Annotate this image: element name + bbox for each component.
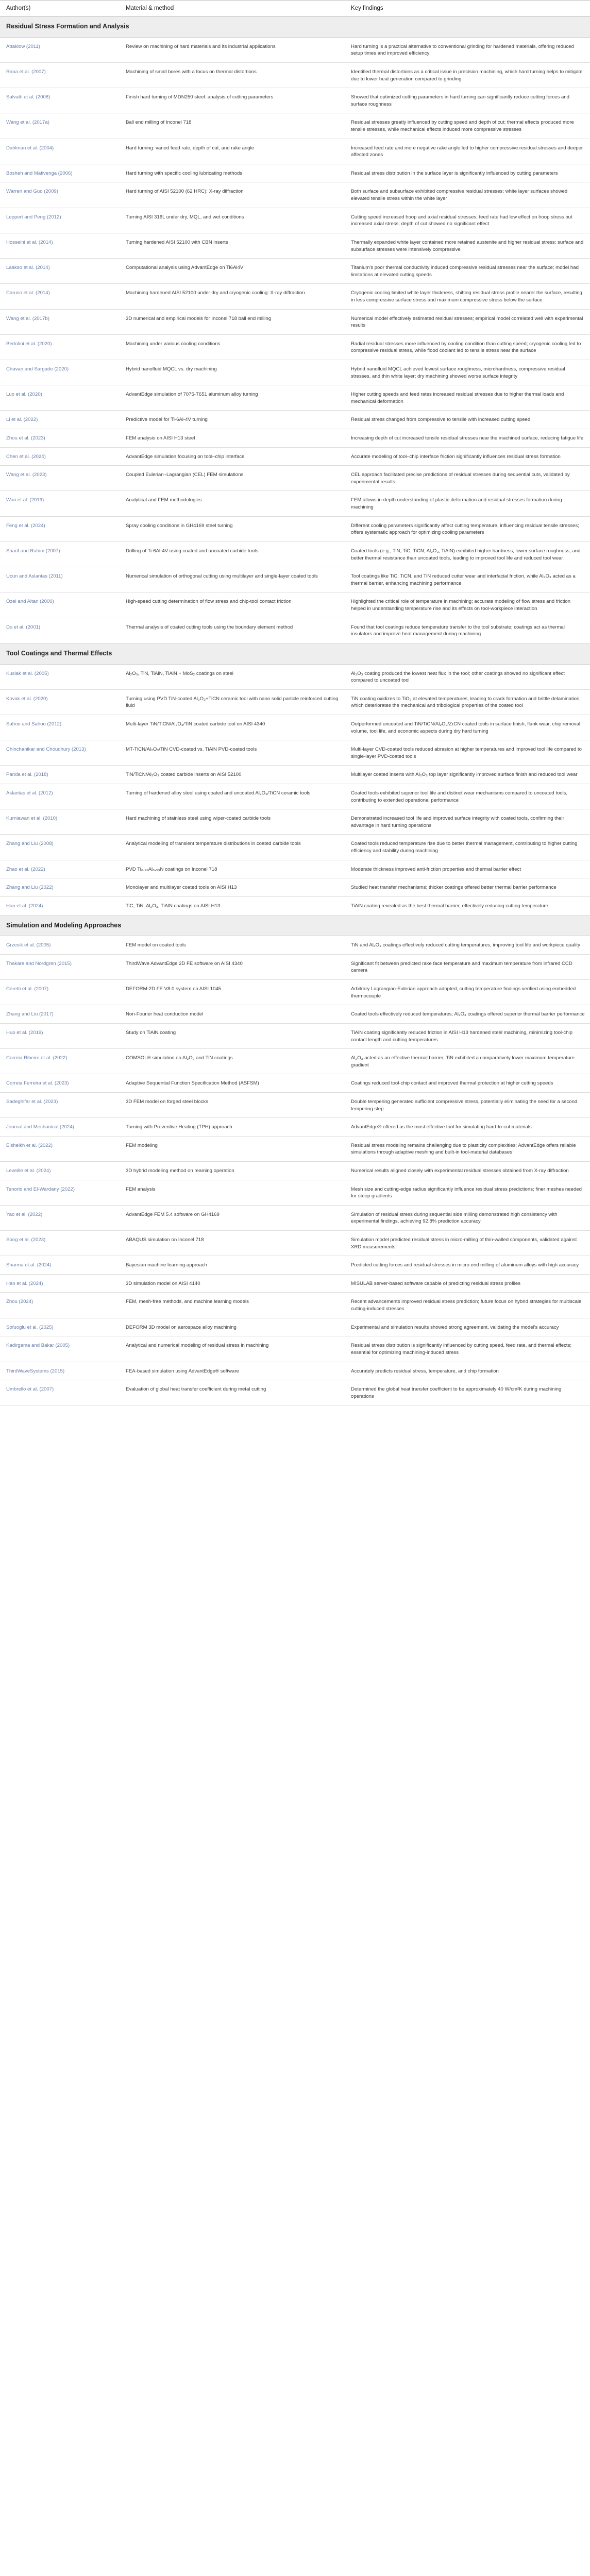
material-method-cell: Machining under various cooling conditions [120, 334, 345, 360]
table-row [0, 740, 590, 766]
key-findings-cell: AdvantEdge® offered as the most effective tool for simulating hard-to-cut materials [345, 1118, 590, 1137]
author-cell: Rana et al. (2007) [0, 62, 120, 88]
material-method-cell: Hard turning of AISI 52100 (62 HRC): X-ray diffraction [120, 182, 345, 208]
key-findings-cell: Multi-layer CVD-coated tools reduced abrasion at higher temperatures and improved tool life compared to single-layer PVD-coated tools [345, 740, 590, 766]
material-method-cell: Machining of small bores with a focus on thermal distortions [120, 62, 345, 88]
table-row [0, 411, 590, 429]
material-method-cell: Finish hard turning of MDN250 steel: analysis of cutting parameters [120, 88, 345, 113]
material-method-cell: Hard turning: varied feed rate, depth of cut, and rake angle [120, 139, 345, 164]
material-method-cell: Bayesian machine learning approach [120, 1256, 345, 1275]
key-findings-cell: Residual stress changed from compressive to tensile with increased cutting speed [345, 411, 590, 429]
author-cell: Wang et al. (2023) [0, 466, 120, 491]
table-row [0, 592, 590, 618]
author-cell: Warren and Guo (2009) [0, 182, 120, 208]
material-method-cell: Multi-layer TiN/TiCN/Al₂O₃/TiN coated carbide tool on AISI 4340 [120, 715, 345, 740]
author-cell: Salvatti et al. (2008) [0, 88, 120, 113]
key-findings-cell: Radial residual stresses more influenced by cooling condition than cutting speed; cryogenic cooling led to compressive residual stress, while flood coolant led to tensile stress near the surface [345, 334, 590, 360]
key-findings-cell: Studied heat transfer mechanisms; thicker coatings offered better thermal barrier performance [345, 878, 590, 897]
author-cell: Li et al. (2022) [0, 411, 120, 429]
table-row [0, 541, 590, 567]
material-method-cell: Turning of hardened alloy steel using coated and uncoated Al₂O₃/TiCN ceramic tools [120, 784, 345, 809]
table-row [0, 954, 590, 979]
key-findings-cell: Residual stresses greatly influenced by cutting speed and depth of cut; thermal effects produced more tensile stresses, while mechanical effects induced more compressive stresses [345, 113, 590, 139]
table-row [0, 182, 590, 208]
table-row [0, 1318, 590, 1336]
key-findings-cell: Showed that optimized cutting parameters in hard turning can significantly reduce cutting forces and surface roughness [345, 88, 590, 113]
table-row [0, 618, 590, 643]
key-findings-cell: Found that tool coatings reduce temperature transfer to the tool substrate; coatings act as thermal insulators and improve heat management during machining [345, 618, 590, 643]
section-title: Simulation and Modeling Approaches [0, 915, 590, 936]
table-row [0, 1180, 590, 1205]
table-row [0, 689, 590, 715]
key-findings-cell: Mesh size and cutting-edge radius significantly influence residual stress predictions; finer meshes needed for steep gradients [345, 1180, 590, 1205]
table-row [0, 309, 590, 334]
key-findings-cell: Outperformed uncoated and TiN/TiCN/Al₂O₃/ZrCN coated tools in surface finish, flank wear, chip removal volume, tool life, and economic aspects during dry hard turning [345, 715, 590, 740]
table-row [0, 784, 590, 809]
author-cell: Zhang and Liu (2008) [0, 835, 120, 860]
material-method-cell: Turning AISI 316L under dry, MQL, and wet conditions [120, 208, 345, 233]
material-method-cell: Monolayer and multilayer coated tools on AISI H13 [120, 878, 345, 897]
author-cell: Sofuoglu et al. (2025) [0, 1318, 120, 1336]
table-row [0, 429, 590, 448]
material-method-cell: FEM model on coated tools [120, 936, 345, 955]
section-header-row [0, 16, 590, 38]
material-method-cell: AdvantEdge simulation of 7075-T651 aluminum alloy turning [120, 385, 345, 411]
table-row [0, 835, 590, 860]
author-cell: Correia Ribeiro et al. (2022) [0, 1049, 120, 1074]
author-cell: Zhao et al. (2022) [0, 860, 120, 878]
key-findings-cell: Numerical model effectively estimated residual stresses; empirical model correlated well with experimental results [345, 309, 590, 334]
table-row [0, 1023, 590, 1048]
author-cell: Thakare and Nordgren (2015) [0, 954, 120, 979]
author-cell: Chen et al. (2024) [0, 447, 120, 466]
key-findings-cell: Double tempering generated sufficient compressive stress, potentially eliminating the need for a second tempering step [345, 1092, 590, 1117]
table-row [0, 139, 590, 164]
key-findings-cell: Simulation model predicted residual stress in micro-milling of thin-walled components, validated against XRD measurements [345, 1231, 590, 1256]
table-row [0, 664, 590, 689]
author-cell: Panda et al. (2018) [0, 766, 120, 784]
key-findings-cell: TiN and Al₂O₃ coatings effectively reduced cutting temperatures, improving tool life and workpiece quality [345, 936, 590, 955]
table-row [0, 1380, 590, 1405]
key-findings-cell: Titanium's poor thermal conductivity induced compressive residual stresses near the surface; model had limitations at elevated cutting speeds [345, 259, 590, 284]
material-method-cell: ABAQUS simulation on Inconel 718 [120, 1231, 345, 1256]
table-header [0, 1, 590, 16]
key-findings-cell: Residual stress distribution is significantly influenced by cutting speed, feed rate, and thermal effects; essential for optimizing machining-induced stress [345, 1336, 590, 1362]
table-row [0, 860, 590, 878]
table-row [0, 113, 590, 139]
key-findings-cell: Cutting speed increased hoop and axial residual stresses; feed rate had low effect on hoop stress but increased axial stress; depth of cut showed no significant effect [345, 208, 590, 233]
table-row [0, 164, 590, 182]
author-cell: Song et al. (2023) [0, 1231, 120, 1256]
material-method-cell: Drilling of Ti-6Al-4V using coated and uncoated carbide tools [120, 541, 345, 567]
section-header-row [0, 643, 590, 664]
material-method-cell: FEM analysis on AISI H13 steel [120, 429, 345, 448]
material-method-cell: TiC, TiN, Al₂O₃, TiAlN coatings on AISI H13 [120, 896, 345, 915]
key-findings-cell: Al₂O₃ acted as an effective thermal barrier; TiN exhibited a comparatively lower maximum temperature gradient [345, 1049, 590, 1074]
table-row [0, 1005, 590, 1024]
key-findings-cell: Experimental and simulation results showed strong agreement, validating the model's accuracy [345, 1318, 590, 1336]
key-findings-cell: Increasing depth of cut increased tensile residual stresses near the machined surface, reducing fatigue life [345, 429, 590, 448]
author-cell: Zhang and Liu (2022) [0, 878, 120, 897]
material-method-cell: Turning with Preventive Heating (TPH) approach [120, 1118, 345, 1137]
author-cell: Zhou (2024) [0, 1293, 120, 1318]
material-method-cell: AdvantEdge simulation focusing on tool–chip interface [120, 447, 345, 466]
author-cell: Leveille et al. (2024) [0, 1162, 120, 1180]
author-cell: Feng et al. (2024) [0, 516, 120, 541]
key-findings-cell: Coated tools reduced temperature rise due to better thermal management, contributing to higher cutting efficiency and stability during machining [345, 835, 590, 860]
key-findings-cell: TiN coating oxidizes to TiO₂ at elevated temperatures, leading to crack formation and brittle delamination, which deteriorates the mechanical and tribological properties of the coated tool [345, 689, 590, 715]
key-findings-cell: Coated tools (e.g., TiN, TiC, TiCN, Al₂O₃, TiAlN) exhibited higher hardness, lower surface roughness, and better thermal resistance than uncoated tools, leading to improved tool life and reduced tool wear [345, 541, 590, 567]
author-cell: Grzesik et al. (2005) [0, 936, 120, 955]
table-row [0, 1136, 590, 1161]
table-row [0, 1092, 590, 1117]
key-findings-cell: Arbitrary Lagrangian-Eulerian approach adopted, cutting temperature findings verified using embedded thermocouple [345, 980, 590, 1005]
author-cell: Wang et al. (2017b) [0, 309, 120, 334]
material-method-cell: Hard machining of stainless steel using wiper-coated carbide tools [120, 809, 345, 835]
section-title: Tool Coatings and Thermal Effects [0, 643, 590, 664]
table-row [0, 1074, 590, 1093]
key-findings-cell: Highlighted the critical role of temperature in machining; accurate modeling of flow stress and friction helped in understanding temperature rise and its effects on tool-workpiece interaction [345, 592, 590, 618]
material-method-cell: 3D FEM model on forged steel blocks [120, 1092, 345, 1117]
table-body [0, 16, 590, 1405]
key-findings-cell: Predicted cutting forces and residual stresses in micro end milling of aluminum alloys with high accuracy [345, 1256, 590, 1275]
author-cell: Elsheikh et al. (2022) [0, 1136, 120, 1161]
author-cell: Bosheh and Mativenga (2006) [0, 164, 120, 182]
key-findings-cell: CEL approach facilitated precise predictions of residual stresses during sequential cuts, validated by experimental results [345, 466, 590, 491]
material-method-cell: Numerical simulation of orthogonal cutting using multilayer and single-layer coated tools [120, 567, 345, 592]
material-method-cell: FEM analysis [120, 1180, 345, 1205]
section-header-row [0, 915, 590, 936]
table-row [0, 715, 590, 740]
author-cell: Kovak et al. (2020) [0, 689, 120, 715]
key-findings-cell: TiAlN coating significantly reduced friction in AISI H13 hardened steel machining, minimizing tool-chip contact length and cutting temperatures [345, 1023, 590, 1048]
author-cell: Laakso et al. (2014) [0, 259, 120, 284]
key-findings-cell: Hard turning is a practical alternative to conventional grinding for hardened materials, offering reduced setup times and improved efficiency [345, 37, 590, 62]
table-row [0, 766, 590, 784]
author-cell: Chavan and Sargade (2020) [0, 360, 120, 385]
key-findings-cell: Demonstrated increased tool life and improved surface integrity with coated tools, confirming their advantage in hard turning operations [345, 809, 590, 835]
table-row [0, 385, 590, 411]
header-findings: Key findings [345, 1, 590, 16]
author-cell: Luo et al. (2020) [0, 385, 120, 411]
table-row [0, 37, 590, 62]
table-row [0, 447, 590, 466]
author-cell: Attaklow (2011) [0, 37, 120, 62]
material-method-cell: Spray cooling conditions in GH4169 steel turning [120, 516, 345, 541]
table-row [0, 896, 590, 915]
material-method-cell: 3D hybrid modeling method on reaming operation [120, 1162, 345, 1180]
author-cell: Yao et al. (2022) [0, 1205, 120, 1230]
table-row [0, 1256, 590, 1275]
author-cell: Du et al. (2001) [0, 618, 120, 643]
material-method-cell: ThirdWave AdvantEdge 2D FE software on AISI 4340 [120, 954, 345, 979]
author-cell: Ucun and Aslantas (2011) [0, 567, 120, 592]
table-row [0, 491, 590, 516]
key-findings-cell: Accurately predicts residual stress, temperature, and chip formation [345, 1362, 590, 1380]
author-cell: Correia Ferreira et al. (2023) [0, 1074, 120, 1093]
author-cell: Ceretti et al. (2007) [0, 980, 120, 1005]
key-findings-cell: Cryogenic cooling limited white layer thickness, shifting residual stress profile nearer the surface, resulting in less compressive surface stress and maximum compressive stress below the surface [345, 284, 590, 309]
material-method-cell: MT-TiCN/Al₂O₃/TiN CVD-coated vs. TiAlN PVD-coated tools [120, 740, 345, 766]
author-cell: Caruso et al. (2014) [0, 284, 120, 309]
key-findings-cell: Coated tools exhibited superior tool life and distinct wear mechanisms compared to uncoated tools, contributing to extended operational performance [345, 784, 590, 809]
author-cell: Leppert and Peng (2012) [0, 208, 120, 233]
key-findings-cell: Different cooling parameters significantly affect cutting temperature, influencing residual tensile stresses; offers systematic approach for optimizing cooling parameters [345, 516, 590, 541]
material-method-cell: FEA-based simulation using AdvantEdge® software [120, 1362, 345, 1380]
author-cell: Sharma et al. (2024) [0, 1256, 120, 1275]
material-method-cell: Non-Fourier heat conduction model [120, 1005, 345, 1024]
table-row [0, 809, 590, 835]
author-cell: Kurniawan et al. (2010) [0, 809, 120, 835]
table-row [0, 259, 590, 284]
author-cell: Sharif and Rahim (2007) [0, 541, 120, 567]
material-method-cell: Study on TiAlN coating [120, 1023, 345, 1048]
key-findings-cell: Higher cutting speeds and feed rates increased residual stresses due to higher thermal loads and mechanical deformation [345, 385, 590, 411]
key-findings-cell: FEM allows in-depth understanding of plastic deformation and residual stresses formation during machining [345, 491, 590, 516]
key-findings-cell: Moderate thickness improved anti-friction properties and thermal barrier effect [345, 860, 590, 878]
table-row [0, 466, 590, 491]
table-row [0, 284, 590, 309]
table-row [0, 1162, 590, 1180]
key-findings-cell: Coatings reduced tool-chip contact and improved thermal protection at higher cutting speeds [345, 1074, 590, 1093]
key-findings-cell: Tool coatings like TiC, TiCN, and TiN reduced cutter wear and interfacial friction, while Al₂O₃ acted as a thermal barrier, enhancing machining performance [345, 567, 590, 592]
table-row [0, 1205, 590, 1230]
material-method-cell: Ball end milling of Inconel 718 [120, 113, 345, 139]
key-findings-cell: Al₂O₃ coating produced the lowest heat flux in the tool; other coatings showed no significant effect compared to uncoated tool [345, 664, 590, 689]
table-row [0, 1293, 590, 1318]
key-findings-cell: Numerical results aligned closely with experimental residual stresses obtained from X-ray diffraction [345, 1162, 590, 1180]
header-author: Author(s) [0, 1, 120, 16]
key-findings-cell: Residual stress distribution in the surface layer is significantly influenced by cutting parameters [345, 164, 590, 182]
key-findings-cell: MISULAB server-based software capable of predicting residual stress profiles [345, 1274, 590, 1293]
material-method-cell: Review on machining of hard materials and its industrial applications [120, 37, 345, 62]
material-method-cell: TiN/TiCN/Al₂O₃ coated carbide inserts on AISI 52100 [120, 766, 345, 784]
key-findings-cell: Hybrid nanofluid MQCL achieved lowest surface roughness, microhardness, compressive residual stresses, and thin white layer; dry machining showed worse surface integrity [345, 360, 590, 385]
key-findings-cell: TiAlN coating revealed as the best thermal barrier, effectively reducing cutting temperature [345, 896, 590, 915]
material-method-cell: COMSOL® simulation on Al₂O₃ and TiN coatings [120, 1049, 345, 1074]
material-method-cell: AdvantEdge FEM 5.4 software on GH4169 [120, 1205, 345, 1230]
key-findings-cell: Coated tools effectively reduced temperatures; Al₂O₃ coatings offered superior thermal barrier performance [345, 1005, 590, 1024]
key-findings-cell: Determined the global heat transfer coefficient to be approximately 40 W/cm²K during machining operations [345, 1380, 590, 1405]
material-method-cell: FEM modeling [120, 1136, 345, 1161]
table-row [0, 88, 590, 113]
material-method-cell: FEM, mesh-free methods, and machine learning models [120, 1293, 345, 1318]
material-method-cell: PVD Ti₀.₄₁Al₀.₅₉N coatings on Inconel 718 [120, 860, 345, 878]
material-method-cell: Analytical and FEM methodologies [120, 491, 345, 516]
table-row [0, 878, 590, 897]
table-row [0, 360, 590, 385]
material-method-cell: Predictive model for Ti-6Al-4V turning [120, 411, 345, 429]
material-method-cell: Analytical modeling of transient temperature distributions in coated carbide tools [120, 835, 345, 860]
key-findings-cell: Increased feed rate and more negative rake angle led to higher compressive residual stresses and deeper affected zones [345, 139, 590, 164]
table-row [0, 516, 590, 541]
material-method-cell: Coupled Eulerian–Lagrangian (CEL) FEM simulations [120, 466, 345, 491]
table-row [0, 1362, 590, 1380]
key-findings-cell: Recent advancements improved residual stress prediction; future focus on hybrid strategies for multiscale cutting-induced stresses [345, 1293, 590, 1318]
section-title: Residual Stress Formation and Analysis [0, 16, 590, 38]
key-findings-cell: Thermally expanded white layer contained more retained austenite and higher residual stress; surface and subsurface stresses were intensively compressive [345, 233, 590, 258]
author-cell: Chinchanikar and Choudhury (2013) [0, 740, 120, 766]
material-method-cell: High-speed cutting determination of flow stress and chip-tool contact friction [120, 592, 345, 618]
table-row [0, 1118, 590, 1137]
table-row [0, 1274, 590, 1293]
author-cell: Bertolini et al. (2020) [0, 334, 120, 360]
material-method-cell: Adaptive Sequential Function Specification Method (ASFSM) [120, 1074, 345, 1093]
key-findings-cell: Multilayer coated inserts with Al₂O₃ top layer significantly improved surface finish and reduced tool wear [345, 766, 590, 784]
author-cell: Hao et al. (2024) [0, 896, 120, 915]
author-cell: Özel and Altan (2000) [0, 592, 120, 618]
material-method-cell: Thermal analysis of coated cutting tools using the boundary element method [120, 618, 345, 643]
author-cell: Kusiak et al. (2005) [0, 664, 120, 689]
key-findings-cell: Significant fit between predicted rake face temperature and maximum temperature from infrared CCD camera [345, 954, 590, 979]
material-method-cell: Evaluation of global heat transfer coefficient during metal cutting [120, 1380, 345, 1405]
material-method-cell: Al₂O₃, TiN, TiAlN, TiAlN + MoS₂ coatings on steel [120, 664, 345, 689]
author-cell: Wan et al. (2019) [0, 491, 120, 516]
key-findings-cell: Accurate modeling of tool–chip interface friction significantly influences residual stress formation [345, 447, 590, 466]
table-row [0, 1231, 590, 1256]
author-cell: Sahoo and Sahoo (2012) [0, 715, 120, 740]
material-method-cell: DEFORM-2D FE V8.0 system on AISI 1045 [120, 980, 345, 1005]
material-method-cell: Turning hardened AISI 52100 with CBN inserts [120, 233, 345, 258]
author-cell: Han et al. (2024) [0, 1274, 120, 1293]
table-row [0, 233, 590, 258]
author-cell: Tenorio and El-Wardany (2022) [0, 1180, 120, 1205]
author-cell: Journal and Mechanical (2024) [0, 1118, 120, 1137]
key-findings-cell: Both surface and subsurface exhibited compressive residual stresses; white layer surfaces showed elevated tensile stress within the white layer [345, 182, 590, 208]
material-method-cell: Hybrid nanofluid MQCL vs. dry machining [120, 360, 345, 385]
header-material: Material & method [120, 1, 345, 16]
author-cell: Sadeghifar et al. (2023) [0, 1092, 120, 1117]
author-cell: Dahlman et al. (2004) [0, 139, 120, 164]
key-findings-cell: Residual stress modeling remains challenging due to plasticity complexities; AdvantEdge offers reliable simulations through adaptive meshing and built-in tool-material databases [345, 1136, 590, 1161]
material-method-cell: Hard turning with specific cooling lubricating methods [120, 164, 345, 182]
material-method-cell: Machining hardened AISI 52100 under dry and cryogenic cooling: X-ray diffraction [120, 284, 345, 309]
key-findings-cell: Simulation of residual stress during sequential side milling demonstrated high consistency with experimental findings, achieving 92.8% prediction accuracy [345, 1205, 590, 1230]
table-row [0, 980, 590, 1005]
author-cell: Hosseini et al. (2014) [0, 233, 120, 258]
author-cell: Huo et al. (2019) [0, 1023, 120, 1048]
table-row [0, 62, 590, 88]
author-cell: Aslantas et al. (2012) [0, 784, 120, 809]
material-method-cell: Analytical and numerical modeling of residual stress in machining [120, 1336, 345, 1362]
material-method-cell: Turning using PVD TiN-coated Al₂O₃+TiCN ceramic tool with nano solid particle reinforced cutting fluid [120, 689, 345, 715]
table-row [0, 567, 590, 592]
author-cell: Zhou et al. (2023) [0, 429, 120, 448]
author-cell: Wang et al. (2017a) [0, 113, 120, 139]
table-row [0, 334, 590, 360]
table-row [0, 1336, 590, 1362]
material-method-cell: 3D numerical and empirical models for Inconel 718 ball end milling [120, 309, 345, 334]
material-method-cell: DEFORM 3D model on aerospace alloy machining [120, 1318, 345, 1336]
table-row [0, 208, 590, 233]
author-cell: Zhang and Liu (2017) [0, 1005, 120, 1024]
author-cell: ThirdWaveSystems (2015) [0, 1362, 120, 1380]
key-findings-cell: Identified thermal distortions as a critical issue in precision machining, which hard turning helps to mitigate due to lower heat generation compared to grinding [345, 62, 590, 88]
material-method-cell: Computational analysis using AdvantEdge on Ti6Al4V [120, 259, 345, 284]
table-row [0, 936, 590, 955]
material-method-cell: 3D simulation model on AISI 4140 [120, 1274, 345, 1293]
table-row [0, 1049, 590, 1074]
author-cell: Kadirgama and Bakar (2005) [0, 1336, 120, 1362]
author-cell: Umbrello et al. (2007) [0, 1380, 120, 1405]
